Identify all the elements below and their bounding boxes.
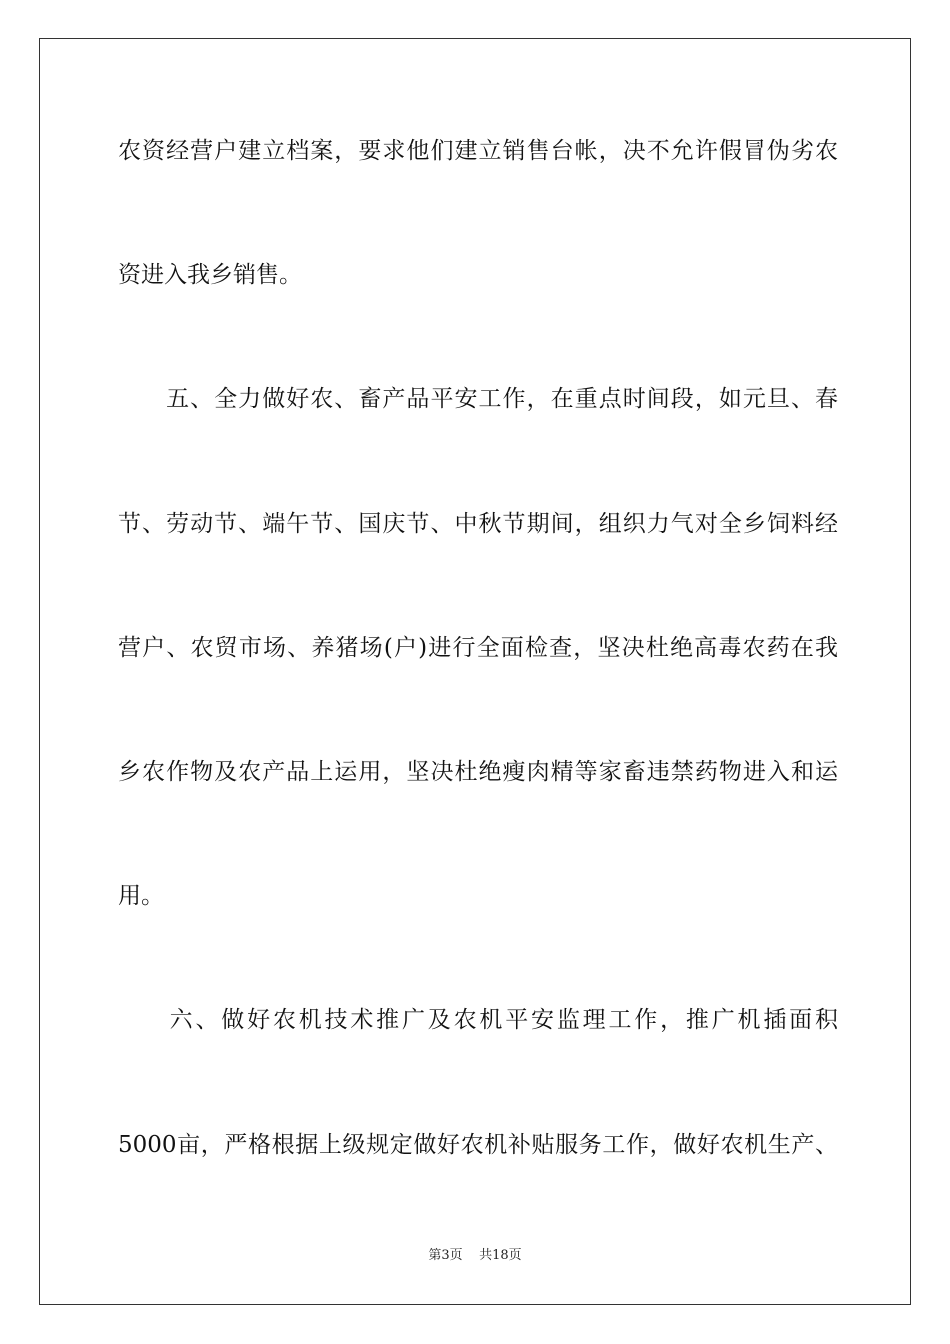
total-pages: 共18页 <box>479 1248 522 1263</box>
paragraph-line: 六、做好农机技术推广及农机平安监理工作，推广机插面积 <box>118 1007 838 1033</box>
paragraph-line: 农资经营户建立档案，要求他们建立销售台帐，决不允许假冒伪劣农 <box>118 138 838 164</box>
paragraph-line: 五、全力做好农、畜产品平安工作，在重点时间段，如元旦、春 <box>118 386 838 412</box>
paragraph-line: 资进入我乡销售。 <box>118 262 302 288</box>
page-number: 第3页 <box>428 1248 463 1263</box>
page-border <box>39 38 911 1305</box>
paragraph-line: 节、劳动节、端午节、国庆节、中秋节期间，组织力气对全乡饲料经 <box>118 511 838 537</box>
page-footer <box>0 1247 950 1265</box>
paragraph-line: 营户、农贸市场、养猪场(户)进行全面检查，坚决杜绝高毒农药在我 <box>118 635 838 661</box>
paragraph-line: 乡农作物及农产品上运用，坚决杜绝瘦肉精等家畜违禁药物进入和运 <box>118 759 838 785</box>
paragraph-line: 5000亩，严格根据上级规定做好农机补贴服务工作，做好农机生产、 <box>118 1132 838 1158</box>
paragraph-line: 用。 <box>118 883 164 909</box>
